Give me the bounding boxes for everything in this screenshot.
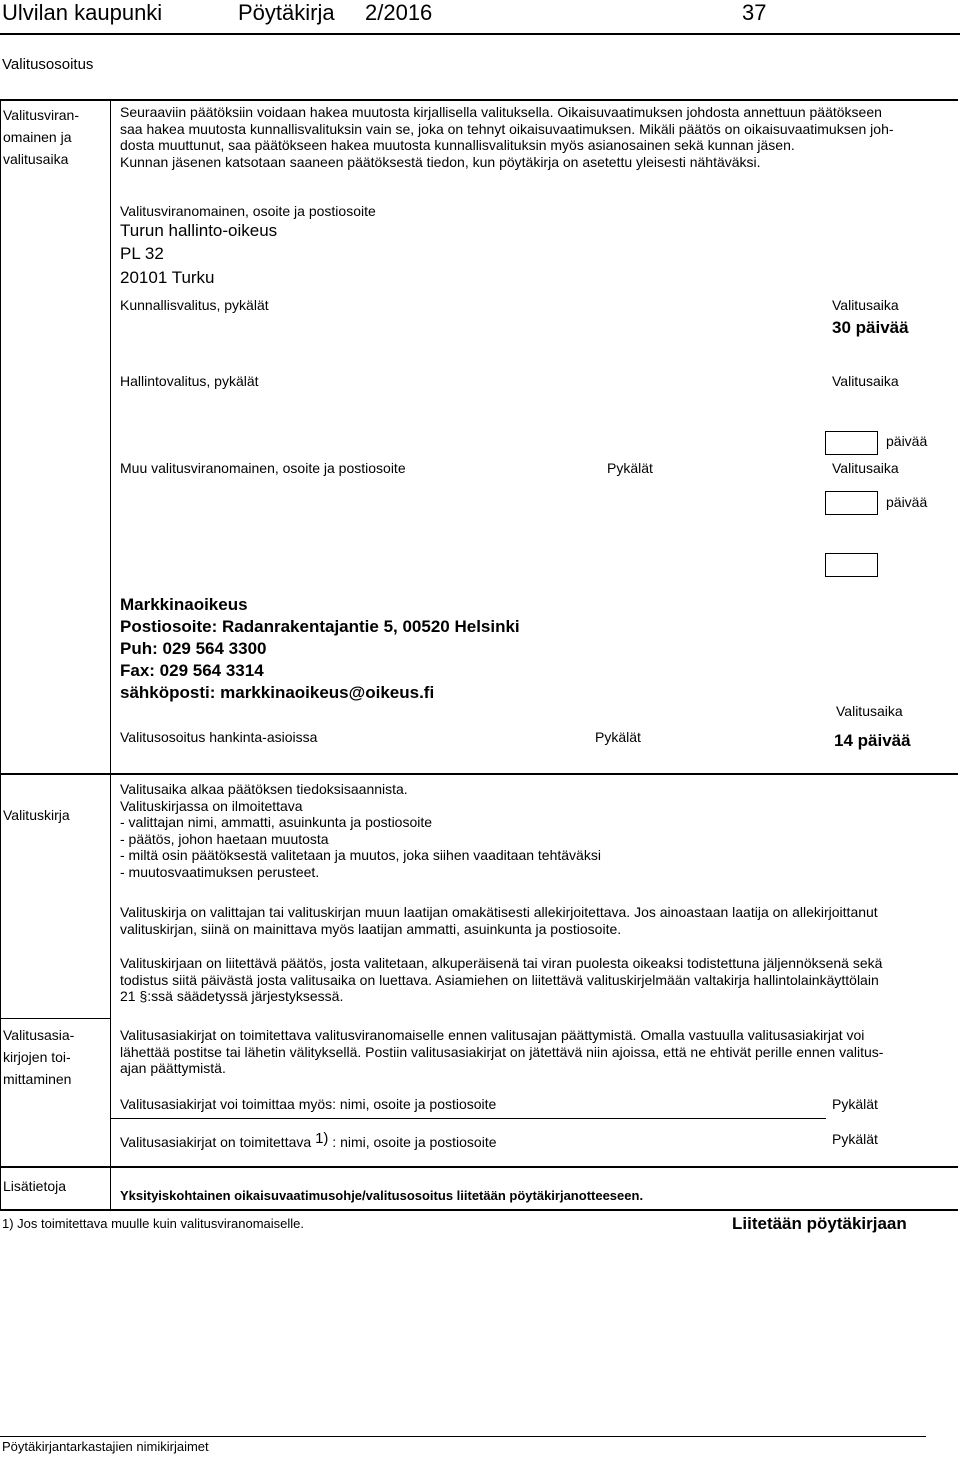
mo-procurement: Valitusosoitus hankinta-asioissa bbox=[120, 729, 318, 745]
valituskirja-requirements: Valitusaika alkaa päätöksen tiedoksisaannista. Valituskirjassa on ilmoitettava - valittajan nimi, ammatti, asuinkunta ja postiosoite - päätös, johon haetaan muutosta - miltä osin päätöksestä valitetaan ja muutos, joka siihen vaaditaan tehtäväksi - muutosvaatimuksen perusteet. bbox=[120, 781, 601, 880]
intro-paragraph: Seuraaviin päätöksiin voidaan hakea muutosta kirjallisella valituksella. Oikaisuvaatimuksen johdosta annettuun päätökseen saa hakea muutosta kunnallisvalituksin vain se, joka on tehnyt oikaisuvaatimuksen. Mikäli päätös on oikaisuvaatimuksen joh- dosta muuttunut, saa päätökseen hakea muutosta kunnallisvalituksin myös asianosainen sekä kunnan jäsen. Kunnan jäsenen katsotaan saaneen päätöksestä tiedon, kun pöytäkirja on asetettu yleisesti nähtäväksi. bbox=[120, 104, 894, 170]
mo-phone: Puh: 029 564 3300 bbox=[120, 639, 267, 658]
muu-days-label: päivää bbox=[886, 494, 928, 510]
muu-days-box[interactable] bbox=[825, 491, 878, 515]
toimittaminen-paragraph: Valitusasiakirjat on toimitettava valitusviranomaiselle ennen valitusajan päättymistä. Omalla vastuulla valitusasiakirjat voi lähettää postitse tai lähetin välityksellä. Postiin valitusasiakirjat on jätettävä niin ajoissa, että ne ehtivät perille ennen valitus- ajan päättymistä. bbox=[120, 1027, 884, 1076]
attach-note: Liitetään pöytäkirjaan bbox=[732, 1214, 907, 1233]
doc-type: Pöytäkirja bbox=[238, 0, 335, 25]
rule-lisatietoja bbox=[0, 1166, 958, 1168]
frame-top bbox=[0, 99, 958, 101]
alt2-sections: Pykälät bbox=[832, 1131, 878, 1147]
court-box: PL 32 bbox=[120, 244, 164, 263]
hallintovalitus-days-label: päivää bbox=[886, 433, 928, 449]
doc-number: 2/2016 bbox=[365, 0, 433, 25]
muu-sections: Pykälät bbox=[607, 460, 653, 476]
signature-rule bbox=[0, 1436, 926, 1437]
mo-sections: Pykälät bbox=[595, 729, 641, 745]
mo-address: Postiosoite: Radanrakentajantie 5, 00520 Helsinki bbox=[120, 617, 520, 636]
signature-label: Pöytäkirjantarkastajien nimikirjaimet bbox=[2, 1439, 209, 1454]
alt2-label: Valitusasiakirjat on toimitettava 1) : nimi, osoite ja postiosoite bbox=[120, 1130, 497, 1150]
toimittaminen-label: Valitusasia- kirjojen toi- mittaminen bbox=[3, 1027, 75, 1087]
mo-time-label: Valitusaika bbox=[836, 703, 903, 719]
kunnallisvalitus-time-value: 30 päivää bbox=[832, 318, 909, 337]
hallintovalitus-days-box[interactable] bbox=[825, 431, 878, 455]
mo-time-value: 14 päivää bbox=[834, 731, 911, 750]
divider-lower bbox=[110, 773, 111, 1211]
court-name: Turun hallinto-oikeus bbox=[120, 221, 278, 240]
lisatietoja-text: Yksityiskohtainen oikaisuvaatimusohje/valitusosoitus liitetään pöytäkirjanotteeseen. bbox=[120, 1188, 644, 1203]
footnote: 1) Jos toimitettava muulle kuin valitusviranomaiselle. bbox=[2, 1216, 305, 1231]
court-caption: Valitusviranomainen, osoite ja postiosoite bbox=[120, 203, 376, 219]
lisatietoja-label: Lisätietoja bbox=[3, 1178, 67, 1194]
rule-toimittaminen-left bbox=[0, 1018, 110, 1019]
rule-valituskirja bbox=[0, 773, 958, 775]
city-name: Ulvilan kaupunki bbox=[2, 0, 163, 25]
mo-name: Markkinaoikeus bbox=[120, 595, 248, 614]
frame-left bbox=[0, 99, 1, 1211]
authority-label: Valitusviran- omainen ja valitusaika bbox=[3, 107, 79, 167]
hallintovalitus-label: Hallintovalitus, pykälät bbox=[120, 373, 259, 389]
header-rule bbox=[0, 33, 960, 35]
valituskirja-label: Valituskirja bbox=[3, 807, 70, 823]
hallintovalitus-time-label: Valitusaika bbox=[832, 373, 899, 389]
page-number: 37 bbox=[742, 0, 767, 25]
alt1-sections: Pykälät bbox=[832, 1096, 878, 1112]
valituskirja-signature-para: Valituskirja on valittajan tai valituskirjan muun laatijan omakätisesti allekirjoitettava. Jos ainoastaan laatija on allekirjoittanut valituskirjan, siinä on mainittava myös laatijan ammatti, asuinkunta ja postiosoite. bbox=[120, 904, 878, 937]
mo-email: sähköposti: markkinaoikeus@oikeus.fi bbox=[120, 683, 435, 702]
alt1-label: Valitusasiakirjat voi toimittaa myös: nimi, osoite ja postiosoite bbox=[120, 1096, 497, 1112]
mo-fax: Fax: 029 564 3314 bbox=[120, 661, 264, 680]
section-title: Valitusosoitus bbox=[2, 56, 94, 73]
kunnallisvalitus-time-label: Valitusaika bbox=[832, 297, 899, 313]
alt1-underline bbox=[110, 1118, 826, 1119]
valituskirja-attachments-para: Valituskirjaan on liitettävä päätös, josta valitetaan, alkuperäisenä tai viran puolesta oikeaksi todistettuna jäljennöksenä sekä todistus siitä päivästä josta valitusaika on luettava. Asiamiehen on liitettävä valituskirjelmään valtakirja hallintolainkäyttölain 21 §:ssä säädetyssä järjestyksessä. bbox=[120, 955, 883, 1004]
extra-box[interactable] bbox=[825, 553, 878, 577]
court-city: 20101 Turku bbox=[120, 268, 215, 287]
frame-bottom bbox=[0, 1209, 958, 1211]
kunnallisvalitus-label: Kunnallisvalitus, pykälät bbox=[120, 297, 269, 313]
divider-authority bbox=[110, 99, 111, 773]
muu-time-label: Valitusaika bbox=[832, 460, 899, 476]
muu-label: Muu valitusviranomainen, osoite ja postiosoite bbox=[120, 460, 406, 476]
